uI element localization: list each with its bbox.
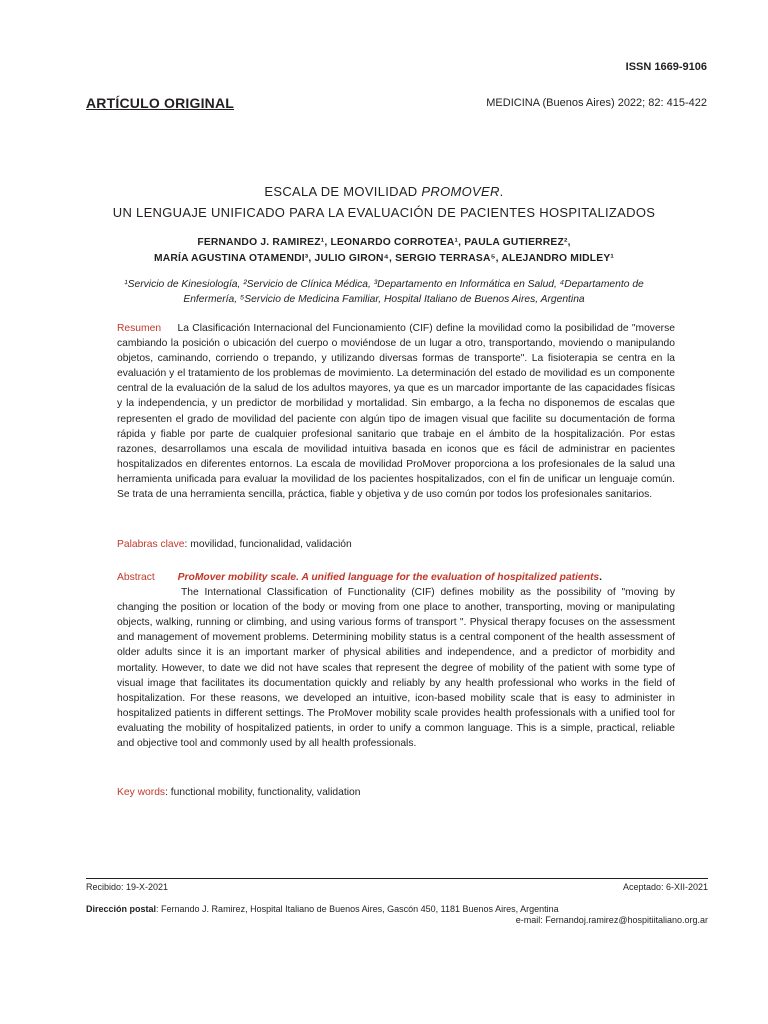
article-title — [0, 181, 768, 223]
accepted-date: Aceptado: 6-XII-2021 — [622, 882, 708, 892]
key-words-label: Key words — [117, 787, 166, 798]
title-line-2: UN LENGUAJE UNIFICADO PARA LA EVALUACIÓN DE PACIENTES HOSPITALIZADOS — [112, 205, 656, 220]
resumen-label: Resumen — [117, 323, 162, 334]
abstract-text: The International Classification of Functionality (CIF) defines mobility as the possibility of "moving by changing the position or location of the body or moving from one place to another, transporting, moving or manipulating objects, walking, running or climbing, and using various forms of transport ". Physical therapy focuses on the assessment and management of movement problems. Determining mobility status is a central component of the health assessment of older adults since it is an important marker of physical abilities and independence, and a predictor of morbidity and mortality. However, to date we did not have scales that represent the degree of mobility of the patient with some type of visual image that facilitates its documentation quickly and reliably by any health professional who works in the field of hospitalization. For these reasons, we developed an intuitive, icon-based mobility scale that is easy to administer in hospitalized patients in different settings. The ProMover mobility scale provides health professionals with a unified tool for evaluating the mobility of hospitalized patients, in order to unify a common language. This is a simple, practical, reliable and objective tool and commonly used by all health professionals. — [117, 587, 675, 750]
abstract-title-end: . — [599, 572, 603, 583]
issn: ISSN 1669-9106 — [625, 61, 707, 73]
postal-address-label: Dirección postal — [86, 904, 157, 914]
palabras-clave-label: Palabras clave — [117, 539, 185, 550]
resumen-section — [117, 321, 675, 502]
footer-divider — [86, 878, 708, 879]
postal-address — [86, 904, 559, 914]
affiliations-line-2: Enfermería, ⁵Servicio de Medicina Familiar, Hospital Italiano de Buenos Aires, Argentina — [183, 294, 585, 305]
authors-line-1: FERNANDO J. RAMIREZ¹, LEONARDO CORROTEA¹, PAULA GUTIERREZ², — [197, 237, 571, 248]
section-label: ARTÍCULO ORIGINAL — [86, 95, 235, 111]
authors — [60, 235, 708, 267]
resumen-text: La Clasificación Internacional del Funcionamiento (CIF) define la movilidad como la posibilidad de "moverse cambiando la posición o ubicación del cuerpo o moviéndose de un lugar a otro, transportando, moviendo o manipulando objetos, caminando, corriendo o trepando, y utilizando diversas formas de transporte". La fisioterapia se centra en la evaluación y el tratamiento de los problemas de movimiento. La determinación del estado de movilidad es un componente central de la evaluación de la salud de los adultos mayores, ya que es un marcador importante de las capacidades físicas y la independencia, y un predictor de morbilidad y mortalidad. Sin embargo, a la fecha no disponemos de escalas que representen el grado de movilidad del paciente con algún tipo de imagen visual que facilite su documentación de forma rápida y fiable por parte de cualquier profesional sanitario que trabaje en el ámbito de la hospitalización. Por estas razones, desarrollamos una escala de movilidad intuitiva basada en iconos que es fácil de administrar en pacientes hospitalizados en diferentes entornos. La escala de movilidad ProMover proporciona a los profesionales de la salud una herramienta unificada para evaluar la movilidad de los pacientes hospitalizados, con el fin de unificar un lenguaje común. Se trata de una herramienta sencilla, práctica, fiable y objetiva y de uso común por todos los profesionales sanitarios. — [117, 323, 675, 501]
title-line-1: ESCALA DE MOVILIDAD PROMOVER. — [264, 184, 504, 199]
affiliations — [80, 277, 688, 307]
authors-line-2: MARÍA AGUSTINA OTAMENDI³, JULIO GIRON⁴, SERGIO TERRASA⁵, ALEJANDRO MIDLEY¹ — [153, 253, 615, 264]
abstract-title: ProMover mobility scale. A unified language for the evaluation of hospitalized patients — [177, 572, 600, 583]
journal-reference: MEDICINA (Buenos Aires) 2022; 82: 415-422 — [486, 97, 707, 109]
key-words-text: : functional mobility, functionality, validation — [165, 787, 361, 798]
palabras-clave-text: : movilidad, funcionalidad, validación — [184, 539, 352, 550]
affiliations-line-1: ¹Servicio de Kinesiología, ²Servicio de Clínica Médica, ³Departamento en Informática en Salud, ⁴Departamento de — [124, 279, 644, 290]
contact-email[interactable]: e-mail: Fernandoj.ramirez@hospitiitaliano.org.ar — [515, 915, 708, 925]
postal-address-text: : Fernando J. Ramirez, Hospital Italiano de Buenos Aires, Gascón 450, 1181 Buenos Aires, Argentina — [156, 904, 559, 914]
abstract-label: Abstract — [117, 572, 155, 583]
abstract-section — [117, 570, 675, 751]
palabras-clave — [117, 539, 352, 550]
received-date: Recibido: 19-X-2021 — [86, 882, 169, 892]
key-words — [117, 787, 360, 798]
